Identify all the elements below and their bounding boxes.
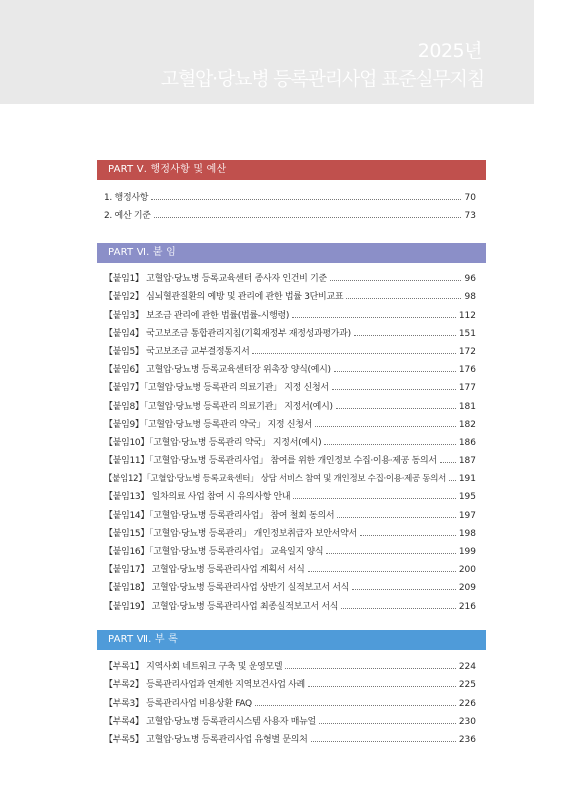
leader-dots <box>440 461 456 463</box>
leader-dots <box>308 685 456 687</box>
leader-dots <box>319 722 456 724</box>
toc-entry-label: 【부록3】 등록관리사업 비용상환 FAQ <box>104 698 252 709</box>
toc-entry-page: 177 <box>458 383 476 394</box>
toc-entry-page: 216 <box>458 601 476 612</box>
section-bar-part7: PART Ⅶ. 부 록 <box>97 630 486 650</box>
leader-dots <box>326 552 456 554</box>
toc-entry <box>104 448 476 466</box>
leader-dots <box>346 297 461 299</box>
toc-entry-label: 【붙임3】 보조금 관리에 관한 법률(법률-시행령) <box>104 310 290 321</box>
toc-entry <box>104 203 476 221</box>
toc-entry-page: 176 <box>458 365 476 376</box>
toc-list-part6 <box>104 266 476 612</box>
toc-list-part5 <box>104 185 476 221</box>
toc-entry-page: 172 <box>458 346 476 357</box>
toc-entry-page: 200 <box>458 565 476 576</box>
toc-entry <box>104 502 476 520</box>
leader-dots <box>292 316 456 318</box>
leader-dots <box>154 216 461 218</box>
toc-entry <box>104 593 476 611</box>
toc-entry-page: 151 <box>458 328 476 339</box>
toc-entry-label: 1. 행정사항 <box>104 193 149 204</box>
leader-dots <box>252 352 455 354</box>
toc-entry <box>104 654 476 672</box>
toc-entry <box>104 466 476 484</box>
leader-dots <box>324 443 456 445</box>
toc-entry-label: 【붙임14】「고혈압·당뇨병 등록관리사업」 참여 철회 동의서 <box>104 510 335 521</box>
leader-dots <box>332 388 456 390</box>
toc-entry-label: 【붙임16】「고혈압·당뇨병 등록관리사업」 교육일지 양식 <box>104 547 324 557</box>
toc-entry <box>104 709 476 727</box>
toc-entry-page: 226 <box>458 698 476 709</box>
toc-entry <box>104 557 476 575</box>
toc-list-part7 <box>104 654 476 745</box>
toc-entry-page: 224 <box>458 662 476 673</box>
leader-dots <box>360 534 456 536</box>
toc-entry <box>104 575 476 593</box>
header-title: 고혈압·당뇨병 등록관리사업 표준실무지침 <box>160 68 484 90</box>
toc-entry-page: 187 <box>458 456 476 467</box>
toc-entry-page: 98 <box>464 292 476 303</box>
toc-entry-page: 198 <box>458 528 476 539</box>
leader-dots <box>449 479 456 481</box>
toc-entry-page: 182 <box>458 419 476 430</box>
toc-entry-page: 73 <box>464 211 476 222</box>
toc-entry-page: 195 <box>458 492 476 503</box>
toc-entry-label: 【붙임18】 고혈압·당뇨병 등록관리사업 상반기 실적보고서 서식 <box>104 583 350 594</box>
toc-entry-label: 2. 예산 기준 <box>104 211 151 222</box>
toc-entry-page: 191 <box>458 474 476 485</box>
toc-entry-label: 【붙임17】 고혈압·당뇨병 등록관리사업 계획서 서식 <box>104 565 305 576</box>
toc-entry-label: 【붙임2】 심뇌혈관질환의 예방 및 관리에 관한 법률 3단비교표 <box>104 292 344 303</box>
toc-entry <box>104 375 476 393</box>
leader-dots <box>337 516 456 518</box>
toc-entry <box>104 412 476 430</box>
leader-dots <box>151 198 461 200</box>
toc-entry-label: 【붙임12】「고혈압·당뇨병 등록교육센터」 상담 서비스 참여 및 개인정보 수집·이용·제공 동의서 <box>104 474 447 485</box>
toc-entry-label: 【부록4】 고혈압·당뇨병 등록관리시스템 사용자 매뉴얼 <box>104 716 316 727</box>
leader-dots <box>336 407 456 409</box>
toc-entry-label: 【부록2】 등록관리사업과 연계한 지역보건사업 사례 <box>104 680 305 691</box>
leader-dots <box>315 425 456 427</box>
toc-entry <box>104 284 476 302</box>
leader-dots <box>354 334 456 336</box>
toc-entry <box>104 521 476 539</box>
toc-entry-label: 【붙임8】「고혈압·당뇨병 등록관리 의료기관」 지정서(예시) <box>104 401 333 412</box>
toc-entry <box>104 357 476 375</box>
leader-dots <box>308 570 456 572</box>
leader-dots <box>352 588 456 590</box>
toc-entry-label: 【붙임5】 국고보조금 교부결정통지서 <box>104 346 250 357</box>
toc-entry-label: 【붙임4】 국고보조금 통합관리지침(기획재정부 재정성과평가과) <box>104 328 351 339</box>
toc-entry <box>104 672 476 690</box>
toc-entry <box>104 484 476 502</box>
leader-dots <box>341 607 456 609</box>
toc-entry <box>104 539 476 557</box>
toc-entry-label: 【붙임19】 고혈압·당뇨병 등록관리사업 최종실적보고서 서식 <box>104 601 339 612</box>
toc-entry-label: 【붙임13】 일차의료 사업 참여 시 유의사항 안내 <box>104 492 291 503</box>
leader-dots <box>311 740 456 742</box>
toc-entry <box>104 430 476 448</box>
toc-entry-label: 【붙임6】 고혈압·당뇨병 등록교육센터장 위촉장 양식(예시) <box>104 365 331 376</box>
toc-entry <box>104 339 476 357</box>
toc-entry <box>104 266 476 284</box>
toc-entry-label: 【붙임9】「고혈압·당뇨병 등록관리 약국」 지정 신청서 <box>104 419 313 430</box>
toc-entry-label: 【붙임1】 고혈압·당뇨병 등록교육센터 종사자 인건비 기준 <box>104 274 327 285</box>
section-bar-part5: PART Ⅴ. 행정사항 및 예산 <box>97 160 486 180</box>
toc-entry <box>104 393 476 411</box>
leader-dots <box>285 667 455 669</box>
toc-entry <box>104 321 476 339</box>
header-band <box>0 0 534 104</box>
leader-dots <box>330 279 461 281</box>
toc-entry-label: 【붙임7】「고혈압·당뇨병 등록관리 의료기관」 지정 신청서 <box>104 383 329 394</box>
toc-entry-label: 【붙임11】「고혈압·당뇨병 등록관리사업」 참여를 위한 개인정보 수집·이용·제공 동의서 <box>104 456 437 467</box>
toc-entry-label: 【붙임10】「고혈압·당뇨병 등록관리 약국」 지정서(예시) <box>104 437 322 448</box>
toc-entry-page: 181 <box>458 401 476 412</box>
toc-entry <box>104 690 476 708</box>
toc-entry <box>104 185 476 203</box>
toc-entry <box>104 302 476 320</box>
toc-entry-page: 199 <box>458 547 476 557</box>
toc-entry-page: 112 <box>458 310 476 321</box>
toc-entry-page: 236 <box>458 734 476 745</box>
section-bar-part6: PART Ⅵ. 붙 임 <box>97 243 486 263</box>
leader-dots <box>334 370 456 372</box>
toc-entry-page: 230 <box>458 716 476 727</box>
toc-entry-label: 【부록5】 고혈압·당뇨병 등록관리사업 유형별 문의처 <box>104 734 308 745</box>
header-year: 2025년 <box>417 40 482 62</box>
toc-entry-label: 【부록1】 지역사회 네트워크 구축 및 운영모델 <box>104 662 283 673</box>
toc-entry-page: 70 <box>464 193 476 204</box>
toc-entry-page: 225 <box>458 680 476 691</box>
leader-dots <box>255 704 456 706</box>
toc-entry-page: 96 <box>464 274 476 285</box>
toc-entry-label: 【붙임15】「고혈압·당뇨병 등록관리」 개인정보취급자 보안서약서 <box>104 528 357 539</box>
toc-entry <box>104 727 476 745</box>
toc-entry-page: 186 <box>458 437 476 448</box>
toc-entry-page: 209 <box>458 583 476 594</box>
leader-dots <box>293 497 455 499</box>
toc-entry-page: 197 <box>458 510 476 521</box>
